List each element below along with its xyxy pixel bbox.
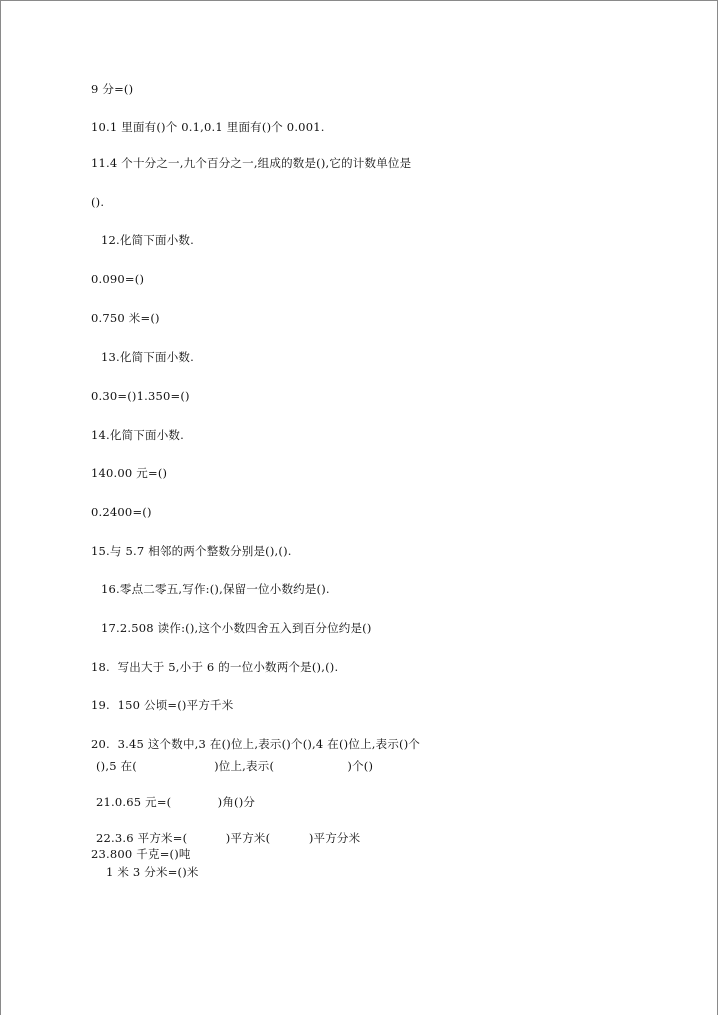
question-14-item-1: 140.00 元=() <box>91 466 168 480</box>
question-10: 10.1 里面有()个 0.1,0.1 里面有()个 0.001. <box>91 120 325 134</box>
question-14-item-2: 0.2400=() <box>91 505 152 519</box>
question-17: 17.2.508 读作:(),这个小数四舍五入到百分位约是() <box>101 621 372 635</box>
question-19: 19. 150 公顷=()平方千米 <box>91 698 234 712</box>
question-15: 15.与 5.7 相邻的两个整数分别是(),(). <box>91 544 292 558</box>
question-20-continued: (),5 在( )位上,表示( )个() <box>96 759 374 773</box>
question-11-continued: (). <box>91 195 105 209</box>
question-12: 12.化简下面小数. <box>101 233 194 247</box>
question-13-items: 0.30=()1.350=() <box>91 389 190 403</box>
question-12-item-1: 0.090=() <box>91 272 145 286</box>
question-18: 18. 写出大于 5,小于 6 的一位小数两个是(),(). <box>91 660 339 674</box>
question-23: 23.800 千克=()吨 <box>91 847 191 861</box>
question-13: 13.化简下面小数. <box>101 350 194 364</box>
question-21: 21.0.65 元=( )角()分 <box>96 795 256 809</box>
question-11: 11.4 个十分之一,九个百分之一,组成的数是(),它的计数单位是 <box>91 156 412 170</box>
question-14: 14.化简下面小数. <box>91 428 184 442</box>
question-12-item-2: 0.750 米=() <box>91 311 160 325</box>
question-23-item: 1 米 3 分米=()米 <box>106 865 199 879</box>
question-9: 9 分=() <box>91 82 134 96</box>
question-22: 22.3.6 平方米=( )平方米( )平方分米 <box>96 831 361 845</box>
question-16: 16.零点二零五,写作:(),保留一位小数约是(). <box>101 582 330 596</box>
question-20: 20. 3.45 这个数中,3 在()位上,表示()个(),4 在()位上,表示()个 <box>91 737 421 751</box>
